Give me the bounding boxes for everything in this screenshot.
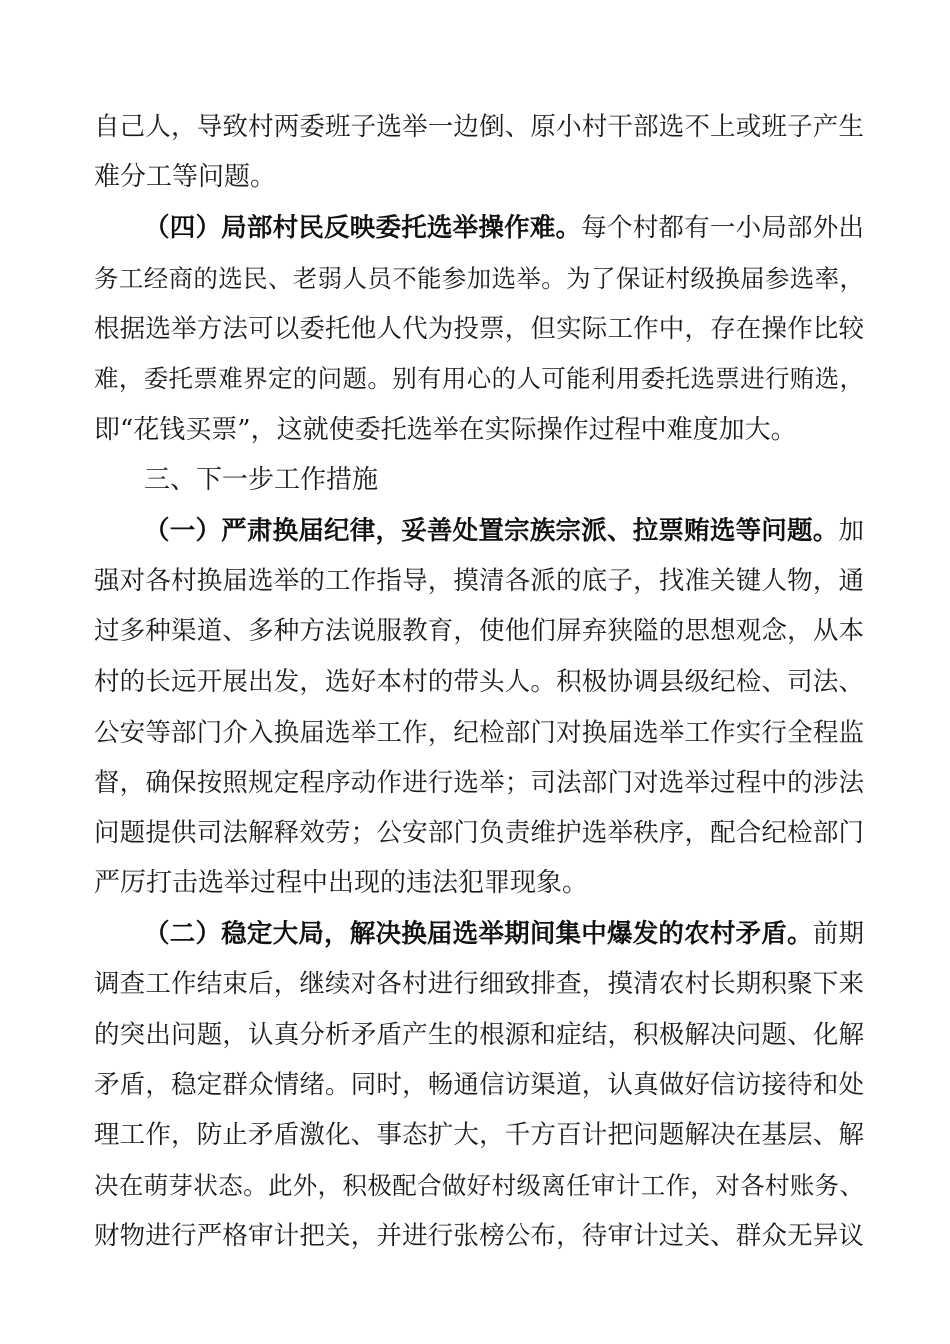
text-line: 自己人，导致村两委班子选举一边倒、原小村干部选不上或班子产生 (94, 112, 864, 142)
text-line: 问题提供司法解释效劳；公安部门负责维护选举秩序，配合纪检部门 (94, 818, 864, 848)
paragraph-heading-bold: （一）严肃换届纪律，妥善处置宗族宗派、拉票贿选等问题。 (144, 516, 839, 546)
text-line: 督，确保按照规定程序动作进行选举；司法部门对选举过程中的涉法 (94, 768, 864, 798)
text-line: 严厉打击选举过程中出现的违法犯罪现象。 (94, 868, 589, 898)
text-line: 村的长远开展出发，选好本村的带头人。积极协调县级纪检、司法、 (94, 667, 864, 697)
text-line: 根据选举方法可以委托他人代为投票，但实际工作中，存在操作比较 (94, 314, 864, 344)
paragraph-text: 每个村都有一小局部外出 (581, 213, 864, 243)
paragraph-text: 前期 (812, 919, 864, 949)
text-line: 即“花钱买票”，这就使委托选举在实际操作过程中难度加大。 (94, 415, 797, 445)
text-line: 调查工作结束后，继续对各村进行细致排查，摸清农村长期积聚下来 (94, 969, 864, 999)
paragraph-first-line (144, 208, 864, 248)
section-heading: 三、下一步工作措施 (144, 465, 379, 495)
text-line: 过多种渠道、多种方法说服教育，使他们屏弃狭隘的思想观念，从本 (94, 616, 864, 646)
text-line: 的突出问题，认真分析矛盾产生的根源和症结，积极解决问题、化解 (94, 1020, 864, 1050)
text-line: 矛盾，稳定群众情绪。同时，畅通信访渠道，认真做好信访接待和处 (94, 1070, 864, 1100)
text-line: 理工作，防止矛盾激化、事态扩大，千方百计把问题解决在基层、解 (94, 1120, 864, 1150)
text-line: 务工经商的选民、老弱人员不能参加选举。为了保证村级换届参选率， (94, 264, 864, 293)
text-line: 难分工等问题。 (94, 162, 277, 192)
text-line: 财物进行严格审计把关，并进行张榜公布，待审计过关、群众无异议 (94, 1221, 864, 1251)
paragraph-heading-bold: （二）稳定大局，解决换届选举期间集中爆发的农村矛盾。 (144, 919, 813, 949)
paragraph-heading-bold: （四）局部村民反映委托选举操作难。 (144, 213, 582, 243)
paragraph-first-line (144, 914, 864, 954)
text-line: 强对各村换届选举的工作指导，摸清各派的底子，找准关键人物，通 (94, 566, 864, 596)
text-line: 公安等部门介入换届选举工作，纪检部门对换届选举工作实行全程监 (94, 718, 864, 748)
text-line: 决在萌芽状态。此外，积极配合做好村级离任审计工作，对各村账务、 (94, 1171, 864, 1200)
paragraph-text: 加 (838, 516, 864, 546)
text-line: 难，委托票难界定的问题。别有用心的人可能利用委托选票进行贿选， (94, 364, 864, 393)
paragraph-first-line (144, 511, 864, 551)
